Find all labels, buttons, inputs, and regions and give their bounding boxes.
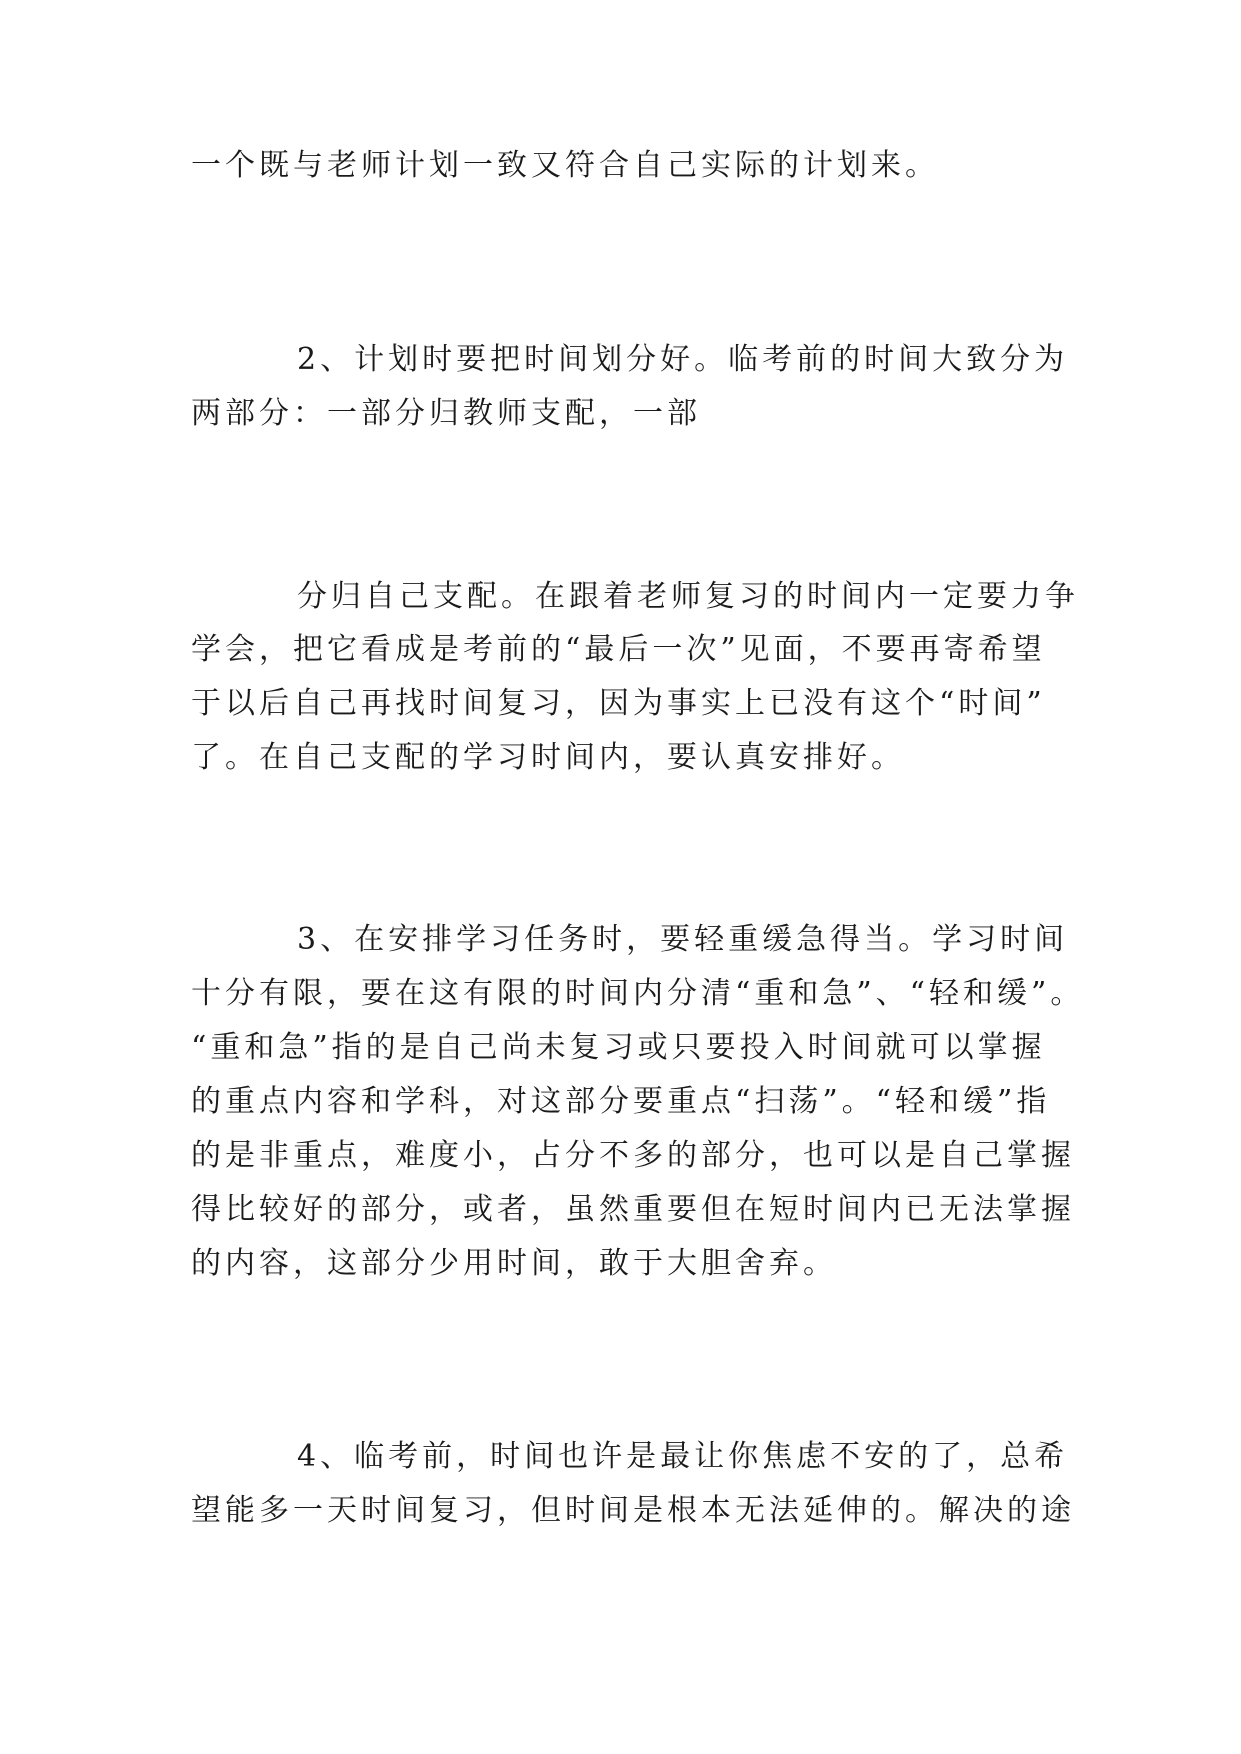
paragraph-4-line-7: 的内容，这部分少用时间，敢于大胆舍弃。 [191, 1246, 837, 1281]
paragraph-4-line-4: 的重点内容和学科，对这部分要重点“扫荡”。“轻和缓”指 [191, 1084, 1051, 1119]
paragraph-3-line-3: 于以后自己再找时间复习，因为事实上已没有这个“时间” [191, 686, 1046, 721]
paragraph-2-line-2: 两部分：一部分归教师支配，一部 [191, 396, 701, 431]
paragraph-4-line-6: 得比较好的部分，或者，虽然重要但在短时间内已无法掌握 [191, 1192, 1075, 1227]
paragraph-5-line-1: 4、临考前，时间也许是最让你焦虑不安的了，总希 [297, 1439, 1069, 1474]
paragraph-3-line-2: 学会，把它看成是考前的“最后一次”见面，不要再寄希望 [191, 632, 1046, 667]
paragraph-3-line-4: 了。在自己支配的学习时间内，要认真安排好。 [191, 740, 905, 775]
paragraph-4-line-5: 的是非重点，难度小，占分不多的部分，也可以是自己掌握 [191, 1138, 1075, 1173]
paragraph-1-line-1: 一个既与老师计划一致又符合自己实际的计划来。 [191, 148, 939, 183]
paragraph-4-line-1: 3、在安排学习任务时，要轻重缓急得当。学习时间 [297, 922, 1069, 957]
paragraph-4-line-3: “重和急”指的是自己尚未复习或只要投入时间就可以掌握 [191, 1030, 1046, 1065]
paragraph-5-line-2: 望能多一天时间复习，但时间是根本无法延伸的。解决的途 [191, 1493, 1075, 1528]
paragraph-2-line-1: 2、计划时要把时间划分好。临考前的时间大致分为 [297, 342, 1069, 377]
paragraph-3-line-1: 分归自己支配。在跟着老师复习的时间内一定要力争 [297, 579, 1079, 614]
paragraph-4-line-2: 十分有限，要在这有限的时间内分清“重和急”、“轻和缓”。 [191, 976, 1085, 1011]
